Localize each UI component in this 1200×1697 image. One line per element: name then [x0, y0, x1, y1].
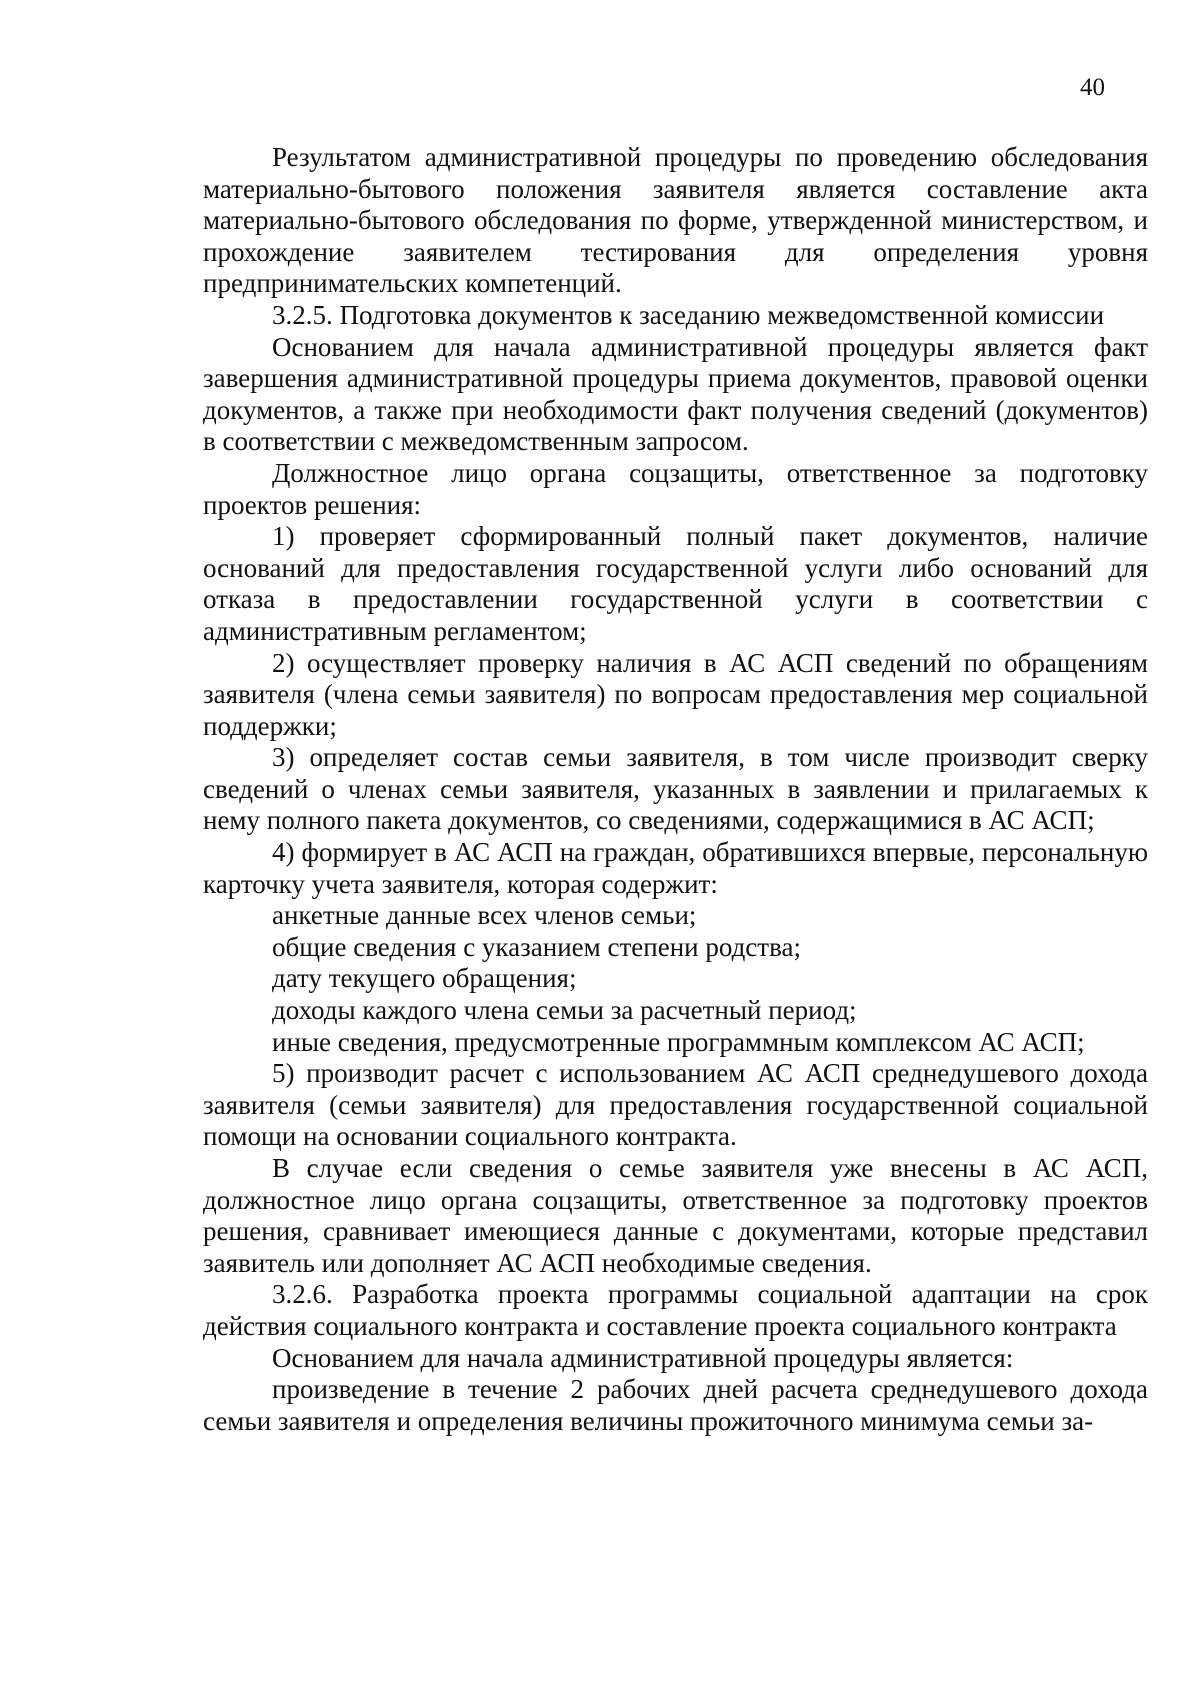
- card-field-date: дату текущего обращения;: [272, 963, 577, 994]
- document-body: [203, 142, 1148, 1437]
- card-field-other: иные сведения, предусмотренные программным комплексом АС АСП;: [272, 1026, 1085, 1057]
- paragraph-existing-data: В случае если сведения о семье заявителя уже внесены в АС АСП, должностное лицо органа соцзащиты, ответственное за подготовку проектов решения, сравнивает имеющиеся данные с документами, которые представил заявитель или дополняет АС АСП необходимые сведения.: [203, 1153, 1148, 1278]
- section-heading-3-2-5: 3.2.5. Подготовка документов к заседанию межведомственной комиссии: [272, 299, 1105, 330]
- paragraph-official: Должностное лицо органа соцзащиты, ответственное за подготовку проектов решения:: [203, 457, 1148, 520]
- list-item-4: 4) формирует в АС АСП на граждан, обратившихся впервые, персональную карточку учета заявителя, которая содержит:: [203, 837, 1148, 899]
- card-field-kinship: общие сведения с указанием степени родства;: [272, 931, 801, 962]
- card-field-income: доходы каждого члена семьи за расчетный период;: [272, 995, 857, 1026]
- section-heading-3-2-6: 3.2.6. Разработка проекта программы социальной адаптации на срок действия социального контракта и составление проекта социального контракта: [203, 1279, 1148, 1341]
- card-field-personal-data: анкетные данные всех членов семьи;: [272, 900, 697, 931]
- list-item-5: 5) производит расчет с использованием АС АСП среднедушевого дохода заявителя (семьи заявителя) для предоставления государственной социальной помощи на основании социального контракта.: [203, 1058, 1148, 1152]
- list-item-1: 1) проверяет сформированный полный пакет документов, наличие оснований для предоставления государственной услуги либо оснований для отказа в предоставлении государственной услуги в соответствии с административным регламентом;: [203, 521, 1148, 646]
- paragraph-calculation: произведение в течение 2 рабочих дней расчета среднедушевого дохода семьи заявителя и определения величины прожиточного минимума семьи за-: [203, 1374, 1148, 1436]
- paragraph-result: Результатом административной процедуры по проведению обследования материально-бытового положения заявителя является составление акта материально-бытового обследования по форме, утвержденной министерством, и прохождение заявителем тестирования для определения уровня предпринимательских компетенций.: [203, 142, 1148, 299]
- page-number: 40: [1080, 74, 1105, 101]
- list-item-3: 3) определяет состав семьи заявителя, в том числе производит сверку сведений о членах семьи заявителя, указанных в заявлении и прилагаемых к нему полного пакета документов, со сведениями, содержащимися в АС АСП;: [203, 742, 1148, 836]
- list-item-2: 2) осуществляет проверку наличия в АС АСП сведений по обращениям заявителя (члена семьи заявителя) по вопросам предоставления мер социальной поддержки;: [203, 647, 1148, 741]
- paragraph-basis: Основанием для начала административной процедуры является факт завершения административной процедуры приема документов, правовой оценки документов, а также при необходимости факт получения сведений (документов) в соответствии с межведомственным запросом.: [203, 331, 1148, 457]
- paragraph-basis-2: Основанием для начала административной процедуры является:: [272, 1342, 1014, 1373]
